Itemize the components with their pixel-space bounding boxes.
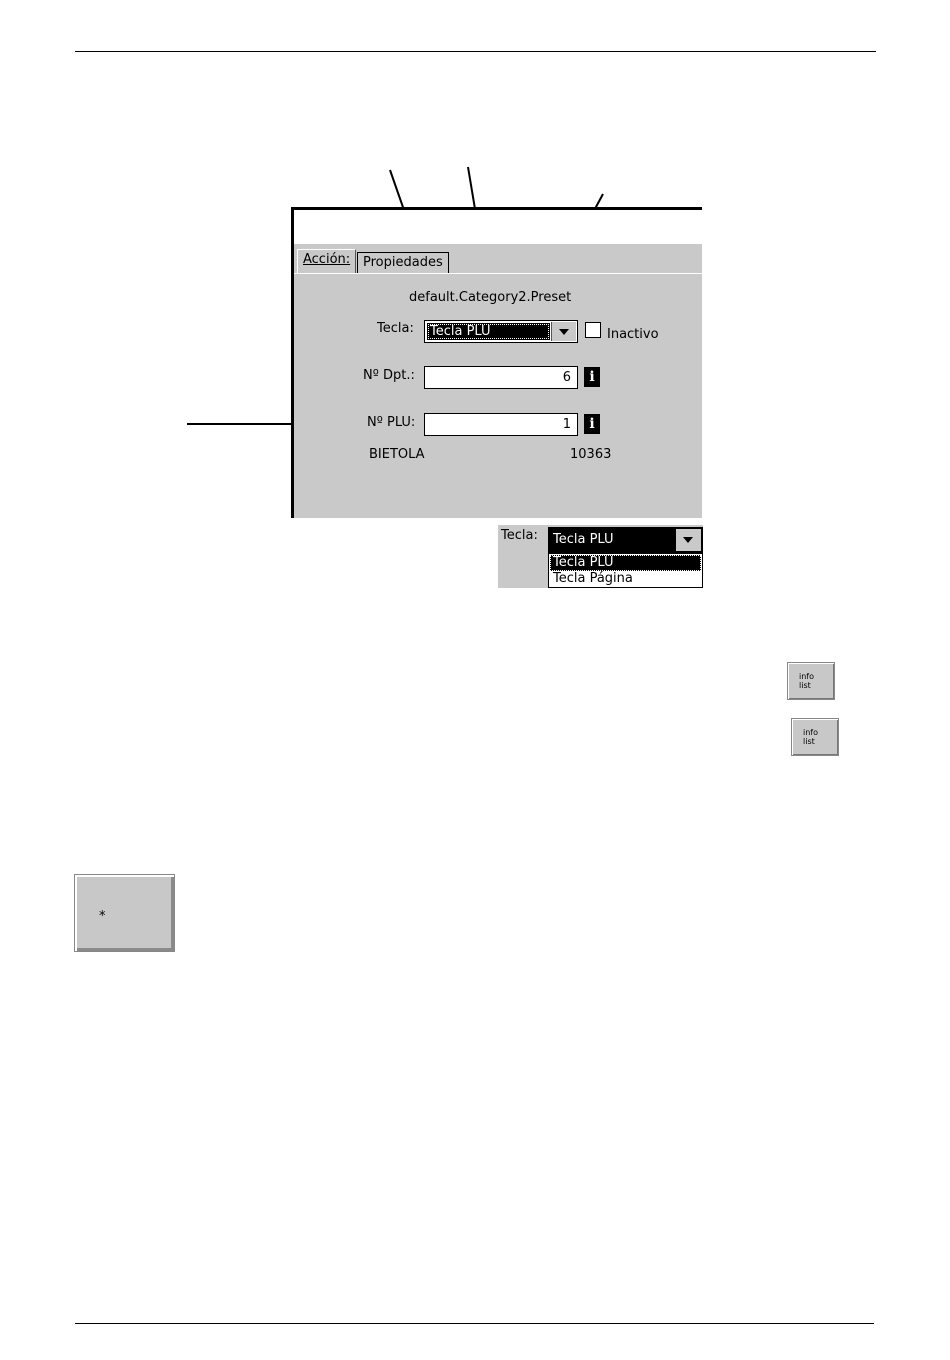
plu-info-icon[interactable]: i [584, 414, 600, 434]
product-code: 10363 [570, 447, 612, 462]
dpt-label: Nº Dpt.: [363, 368, 415, 383]
plu-field[interactable]: 1 [424, 413, 578, 436]
dpt-info-icon[interactable]: i [584, 367, 600, 387]
info-list-line2-2: list [803, 737, 815, 746]
inactivo-checkbox[interactable] [585, 322, 601, 338]
chevron-down-icon[interactable] [676, 529, 701, 551]
dialog-title-bar [291, 207, 702, 244]
product-name: BIETOLA [369, 447, 425, 462]
tab-propiedades[interactable]: Propiedades [357, 252, 449, 274]
dropdown-option-tecla-plu[interactable]: Tecla PLU [550, 555, 701, 571]
info-list-button-2[interactable] [791, 718, 839, 756]
tecla-label: Tecla: [377, 321, 414, 336]
dpt-field[interactable]: 6 [424, 366, 578, 389]
dropdown-list [548, 553, 703, 588]
star-key-label: * [99, 909, 106, 924]
star-key-button[interactable] [74, 874, 175, 952]
inactivo-label: Inactivo [607, 327, 659, 342]
key-properties-dialog [291, 207, 702, 518]
plu-label: Nº PLU: [367, 415, 416, 430]
info-list-button[interactable] [787, 662, 835, 700]
tecla-select-value: Tecla PLU [427, 323, 550, 340]
dropdown-option-tecla-pagina[interactable]: Tecla Página [553, 571, 633, 586]
chevron-down-icon[interactable] [551, 322, 576, 341]
info-list-line1: info [799, 672, 815, 681]
tecla-dropdown-open [498, 525, 703, 588]
dropdown-select[interactable] [548, 527, 703, 553]
tab-accion[interactable]: Acción: [297, 249, 356, 273]
key-path-label: default.Category2.Preset [409, 290, 572, 305]
tecla-select[interactable] [424, 320, 578, 343]
tab-divider [294, 273, 702, 274]
info-list-line1-2: info [803, 728, 819, 737]
info-list-line2: list [799, 681, 811, 690]
dialog-left-edge [291, 244, 294, 518]
dropdown-tecla-label: Tecla: [501, 528, 538, 543]
dropdown-selected-value: Tecla PLU [553, 532, 614, 547]
